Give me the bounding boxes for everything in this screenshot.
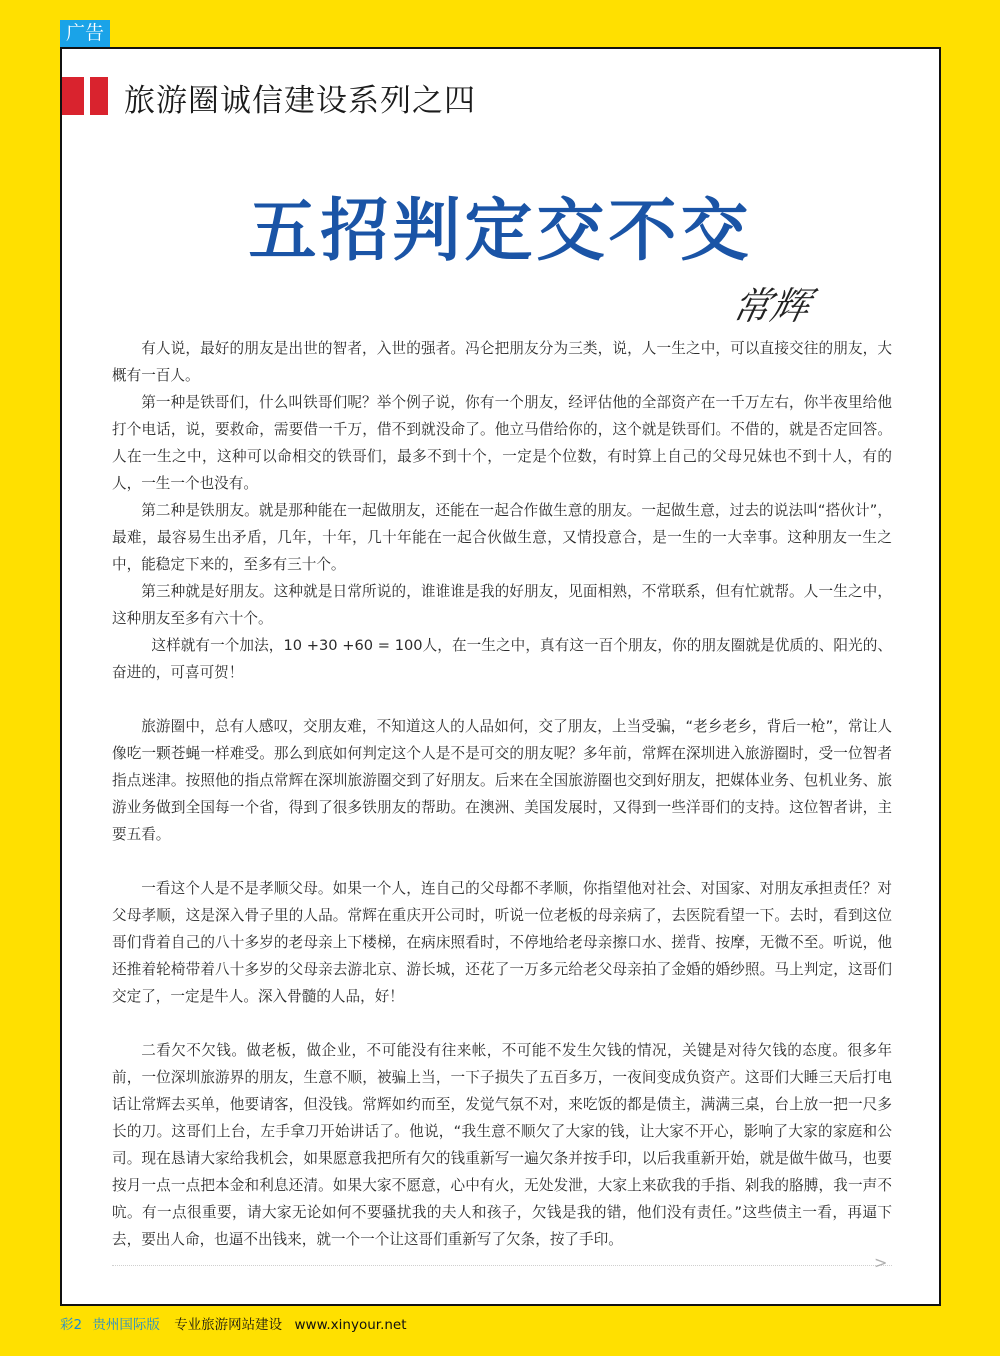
page-footer <box>60 1313 407 1333</box>
article-page <box>60 47 941 1306</box>
website-link[interactable]: www.xinyour.net <box>294 1317 407 1333</box>
paragraph: 有人说，最好的朋友是出世的智者，入世的强者。冯仑把朋友分为三类，说，人一生之中，可以直接交往的朋友，大概有一百人。 <box>112 340 892 384</box>
series-marker <box>62 77 84 115</box>
series-marker <box>90 77 108 115</box>
paragraph: 第一种是铁哥们，什么叫铁哥们呢？举个例子说，你有一个朋友，经评估他的全部资产在一千万左右，你半夜里给他打个电话，说，要救命，需要借一千万，借不到就没命了。他立马借给你的，这个就是铁哥们。不借的，就是否定回答。人在一生之中，这种可以命相交的铁哥们，最多不到十个，一定是个位数，有时算上自己的父母兄妹也不到十人，有的人，一生一个也没有。 <box>112 394 892 492</box>
paragraph: 第二种是铁朋友。就是那种能在一起做朋友，还能在一起合作做生意的朋友。一起做生意，过去的说法叫“搭伙计”，最难，最容易生出矛盾，几年，十年，几十年能在一起合伙做生意，又情投意合，是一生的一大幸事。这种朋友一生之中，能稳定下来的，至多有三十个。 <box>112 502 892 573</box>
edition-label: 贵州国际版 <box>92 1317 160 1333</box>
paragraph: 一看这个人是不是孝顺父母。如果一个人，连自己的父母都不孝顺，你指望他对社会、对国家、对朋友承担责任？对父母孝顺，这是深入骨子里的人品。常辉在重庆开公司时，听说一位老板的母亲病了，去医院看望一下。去时，看到这位哥们背着自己的八十多岁的老母亲上下楼梯，在病床照看时，不停地给老母亲擦口水、搓背、按摩，无微不至。听说，他还推着轮椅带着八十多岁的父母亲去游北京、游长城，还花了一万多元给老父母亲拍了金婚的婚纱照。马上判定，这哥们交定了，一定是牛人。深入骨髓的人品，好！ <box>112 880 892 1005</box>
page-number: 彩2 <box>60 1317 83 1333</box>
footer-slogan: 专业旅游网站建设 <box>174 1317 283 1333</box>
author-signature: 常辉 <box>728 284 814 328</box>
series-title: 旅游圈诚信建设系列之四 <box>124 83 476 119</box>
article-body <box>112 335 892 1253</box>
paragraph: 旅游圈中，总有人感叹，交朋友难，不知道这人的人品如何，交了朋友，上当受骗，“老乡老乡，背后一枪”，常让人像吃一颗苍蝇一样难受。那么到底如何判定这个人是不是可交的朋友呢？多年前，常辉在深圳进入旅游圈时，受一位智者指点迷津。按照他的指点常辉在深圳旅游圈交到了好朋友。后来在全国旅游圈也交到好朋友，把媒体业务、包机业务、旅游业务做到全国每一个省，得到了很多铁朋友的帮助。在澳洲、美国发展时，又得到一些洋哥们的支持。这位智者讲，主要五看。 <box>112 718 892 843</box>
divider <box>112 1265 892 1266</box>
ad-tag: 广告 <box>60 20 110 47</box>
headline: 五招判定交不交 <box>248 192 753 271</box>
paragraph: 第三种就是好朋友。这种就是日常所说的，谁谁谁是我的好朋友，见面相熟，不常联系，但有忙就帮。人一生之中，这种朋友至多有六十个。 <box>112 583 892 627</box>
paragraph: 这样就有一个加法，10 +30 +60 = 100人，在一生之中，真有这一百个朋友，你的朋友圈就是优质的、阳光的、奋进的，可喜可贺！ <box>112 637 892 681</box>
next-page-arrow-icon[interactable]: > <box>874 1253 888 1272</box>
paragraph: 二看欠不欠钱。做老板，做企业，不可能没有往来帐，不可能不发生欠钱的情况，关键是对待欠钱的态度。很多年前，一位深圳旅游界的朋友，生意不顺，被骗上当，一下子损失了五百多万，一夜间变成负资产。这哥们大睡三天后打电话让常辉去买单，他要请客，但没钱。常辉如约而至，发觉气氛不对，来吃饭的都是债主，满满三桌，台上放一把一尺多长的刀。这哥们上台，左手拿刀开始讲话了。他说，“我生意不顺欠了大家的钱，让大家不开心，影响了大家的家庭和公司。现在恳请大家给我机会，如果愿意我把所有欠的钱重新写一遍欠条并按手印，以后我重新开始，就是做牛做马，也要按月一点一点把本金和利息还清。如果大家不愿意，心中有火，无处发泄，大家上来砍我的手指、剁我的胳膊，我一声不吭。有一点很重要，请大家无论如何不要骚扰我的夫人和孩子，欠钱是我的错，他们没有责任。”这些债主一看，再逼下去，要出人命，也逼不出钱来，就一个一个让这哥们重新写了欠条，按了手印。 <box>112 1042 892 1248</box>
